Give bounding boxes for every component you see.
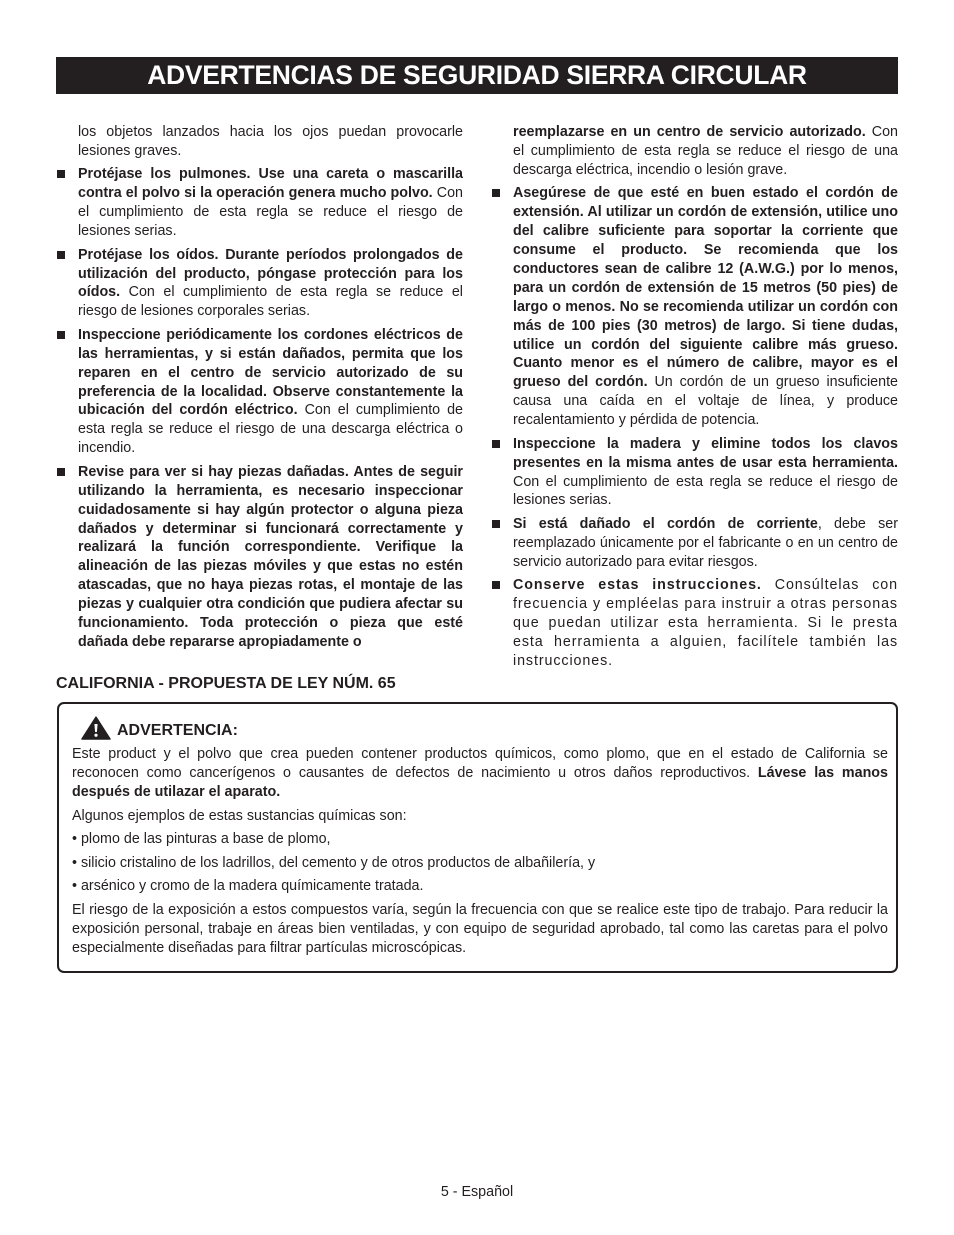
safety-rule-extension-cord — [491, 184, 898, 430]
list-item: • plomo de las pinturas a base de plomo, — [72, 831, 331, 847]
rule-bold-text: Protéjase los oídos. Durante períodos prolongados de utilización del producto, póngase protección para los oídos. — [78, 246, 463, 301]
continuation-text: los objetos lanzados hacia los ojos puedan provocarle lesiones graves. — [78, 124, 463, 159]
rule-bold-text: Conserve estas instrucciones. — [513, 577, 762, 594]
safety-rule-ears — [56, 246, 463, 322]
right-column — [491, 123, 898, 675]
rule-text: Con el cumplimiento de esta regla se reduce el riesgo de lesiones corporales serias. — [78, 284, 463, 320]
warning-text: Este product y el polvo que crea pueden contener productos químicos, como plomo, que en el estado de California se reconocen como cancerígenos o causantes de defectos de nacimiento u otros daños reproductivos. — [72, 746, 888, 781]
safety-rule-nails — [491, 435, 898, 511]
square-bullet-icon — [492, 189, 500, 197]
warning-header — [81, 716, 238, 740]
warning-triangle-icon — [81, 716, 111, 740]
safety-rule-keep-instructions — [491, 576, 898, 671]
list-item: • silicio cristalino de los ladrillos, del cemento y de otros productos de albañilería, y — [72, 854, 596, 871]
safety-rule-damaged-parts — [56, 463, 463, 652]
rule-bold-text: Asegúrese de que esté en buen estado el cordón de extensión. Al utilizar un cordón de extensión, utilice uno del calibre suficiente para soportar la corriente que consume el producto. Se recomienda que los conductores sean de calibre 12 (A.W.G.) por lo menos, para un cordón de extensión de 15 metros (50 pies) de largo o menos. No se recomienda utilizar un cordón con más de 100 pies (30 metros) de largo. Si tiene dudas, utilice un cordón del siguiente calibre más grueso. Cuanto menor es el número de calibre, mayor es el grueso del cordón. — [513, 185, 898, 391]
square-bullet-icon — [57, 331, 65, 339]
safety-rule-power-cord — [491, 515, 898, 572]
safety-rule-lungs — [56, 165, 463, 241]
warning-bold-text: Lávese las manos después de utilazar el aparato. — [72, 765, 888, 800]
rule-text: Con el cumplimiento de esta regla se reduce el riesgo de lesiones serias. — [513, 473, 898, 509]
rule-bold-text: Si está dañado el cordón de corriente — [513, 515, 818, 532]
list-item: • arsénico y cromo de la madera químicamente tratada. — [72, 878, 424, 894]
square-bullet-icon — [492, 520, 500, 528]
rule-bold-text: reemplazarse en un centro de servicio autorizado. — [513, 124, 866, 140]
warning-paragraph: El riesgo de la exposición a estos compuestos varía, según la frecuencia con que se realice este tipo de trabajo. Para reducir la exposición personal, trabaje en áreas bien ventiladas, y con equipo de seguridad aprobado, tal como las caretas para el polvo especialmente diseñadas para filtrar partículas microscópicas. — [72, 901, 888, 956]
california-heading: CALIFORNIA - PROPUESTA DE LEY NÚM. 65 — [56, 675, 396, 692]
warning-examples-intro: Algunos ejemplos de estas sustancias químicas son: — [72, 807, 407, 824]
rule-bold-text: Protéjase los pulmones. Use una careta o mascarilla contra el polvo si la operación genera mucho polvo. — [78, 166, 463, 202]
rule-bold-text: Inspeccione periódicamente los cordones eléctricos de las herramientas, y si están dañados, permita que los reparen en el centro de servicio autorizado de su preferencia de la localidad. Observe constantemente la ubicación del cordón eléctrico. — [78, 326, 463, 419]
rule-text: Con el cumplimiento de esta regla se reduce el riesgo de una descarga eléctrica, incendio o lesión grave. — [513, 124, 899, 178]
rule-text: Un cordón de un grueso insuficiente causa una caída en el voltaje de línea, y produce recalentamiento y pérdida de potencia. — [513, 374, 898, 429]
rule-text: Con el cumplimiento de esta regla se reduce el riesgo de lesiones serias. — [78, 185, 463, 240]
rule-bold-text: Inspeccione la madera y elimine todos los clavos presentes en la misma antes de usar esta herramienta. — [513, 435, 898, 471]
continuation-text — [491, 123, 898, 180]
square-bullet-icon — [57, 251, 65, 259]
rule-bold-text: Revise para ver si hay piezas dañadas. Antes de seguir utilizando la herramienta, es necesario inspeccionar cuidadosamente si hay algún protector o alguna pieza dañados y determinar si funcionará correctamente y realizará la función correspondiente. Verifique la alineación de las piezas móviles y que estas no estén atascadas, que no haya piezas rotas, el montaje de las piezas y cualquier otra condición que pudiera afectar su funcionamiento. Toda protección o pieza que esté dañada debe repararse apropiadamente o — [78, 463, 463, 650]
warning-title: ADVERTENCIA: — [117, 722, 238, 739]
rule-text: , debe ser reemplazado únicamente por el fabricante o en un centro de servicio autorizado para evitar riesgos. — [513, 515, 898, 570]
page-number: 5 - Español — [440, 1184, 514, 1200]
square-bullet-icon — [57, 170, 65, 178]
warning-body — [72, 745, 888, 962]
square-bullet-icon — [492, 581, 500, 589]
rule-text: Con el cumplimiento de esta regla se reduce el riesgo de una descarga eléctrica o incendio. — [78, 402, 464, 457]
safety-rule-cords — [56, 326, 463, 458]
square-bullet-icon — [492, 440, 500, 448]
left-column — [56, 123, 463, 656]
warning-paragraph — [72, 745, 888, 802]
rule-text: Consúltelas con frecuencia y empléelas para instruir a otras personas que puedan utilizar esta herramienta. Si le presta esta herramienta a alguien, facilítele también las instrucciones. — [513, 577, 898, 669]
warning-box — [57, 702, 898, 973]
square-bullet-icon — [57, 468, 65, 476]
page-title: ADVERTENCIAS DE SEGURIDAD SIERRA CIRCULAR — [56, 57, 898, 94]
